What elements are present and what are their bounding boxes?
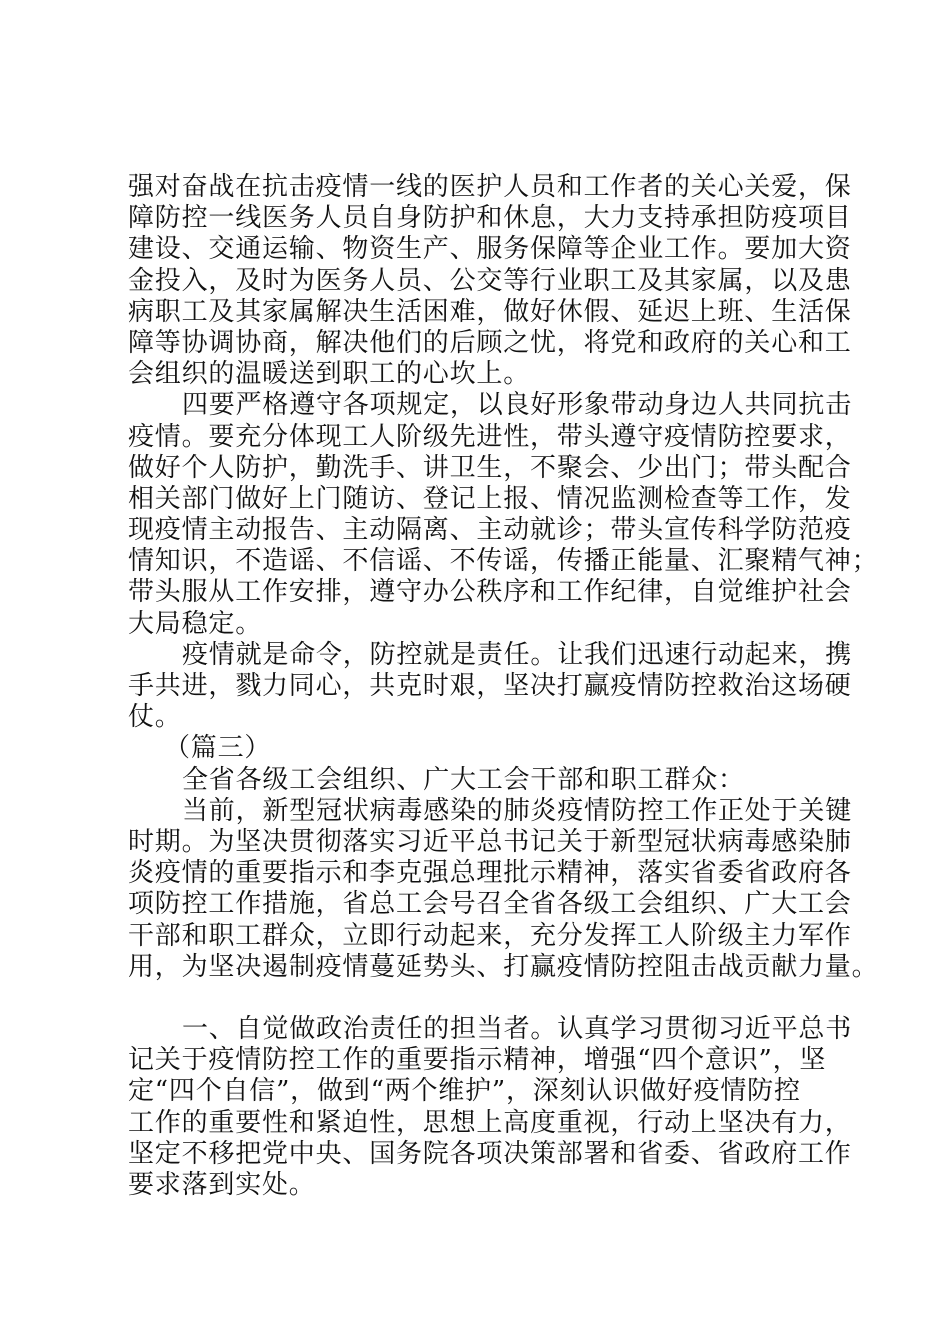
paragraph-start-line: 一、自觉做政治责任的担当者。认真学习贯彻习近平总书 [182, 1014, 853, 1045]
text-line: 会组织的温暖送到职工的心坎上。 [128, 359, 531, 390]
text-line: 建设、交通运输、物资生产、服务保障等企业工作。要加大资 [128, 234, 852, 265]
body-text [128, 172, 879, 1201]
text-line: 干部和职工群众，立即行动起来，充分发挥工人阶级主力军作 [128, 920, 852, 951]
text-line: 相关部门做好上门随访、登记上报、情况监测检查等工作，发 [128, 483, 852, 514]
paragraph-start-line: 疫情就是命令，防控就是责任。让我们迅速行动起来，携 [182, 639, 853, 670]
text-line: 要求落到实处。 [128, 1170, 316, 1200]
paragraph-start-line: 四要严格遵守各项规定，以良好形象带动身边人共同抗击 [182, 390, 853, 421]
text-line: 项防控工作措施，省总工会号召全省各级工会组织、广大工会 [128, 889, 852, 920]
text-line: 现疫情主动报告、主动隔离、主动就诊；带头宣传科学防范疫 [128, 515, 852, 546]
text-line: 仗。 [128, 702, 182, 733]
text-line: 定“四个自信”，做到“两个维护”，深刻认识做好疫情防控 [128, 1076, 801, 1107]
text-line: 强对奋战在抗击疫情一线的医护人员和工作者的关心关爱，保 [128, 172, 852, 202]
text-line: 大局稳定。 [128, 608, 263, 639]
text-line: 时期。为坚决贯彻落实习近平总书记关于新型冠状病毒感染肺 [128, 826, 852, 857]
text-line: 用，为坚决遏制疫情蔓延势头、打赢疫情防控阻击战贡献力量。 [128, 951, 879, 982]
salutation-line: 全省各级工会组织、广大工会干部和职工群众： [182, 764, 745, 795]
text-line: 坚定不移把党中央、国务院各项决策部署和省委、省政府工作 [128, 1138, 852, 1169]
text-line: 疫情。要充分体现工人阶级先进性，带头遵守疫情防控要求， [128, 421, 852, 452]
text-line: 手共进，戮力同心，共克时艰，坚决打赢疫情防控救治这场硬 [128, 671, 852, 701]
text-line: 金投入，及时为医务人员、公交等行业职工及其家属，以及患 [128, 265, 852, 296]
text-line: 记关于疫情防控工作的重要指示精神，增强“四个意识”，坚 [128, 1045, 827, 1076]
text-line: 炎疫情的重要指示和李克强总理批示精神，落实省委省政府各 [128, 858, 852, 889]
text-line: 病职工及其家属解决生活困难，做好休假、延迟上班、生活保 [128, 296, 852, 327]
text-line: 情知识，不造谣、不信谣、不传谣，传播正能量、汇聚精气神； [128, 546, 879, 577]
text-line: 带头服从工作安排，遵守办公秩序和工作纪律，自觉维护社会 [128, 577, 852, 608]
blank-line [128, 983, 833, 1014]
text-line: 工作的重要性和紧迫性，思想上高度重视，行动上坚决有力， [128, 1107, 852, 1138]
section-heading: （篇三） [164, 733, 272, 764]
text-line: 障等协调协商，解决他们的后顾之忧，将党和政府的关心和工 [128, 327, 852, 358]
text-line: 障防控一线医务人员自身防护和休息，大力支持承担防疫项目 [128, 203, 852, 234]
paragraph-start-line: 当前，新型冠状病毒感染的肺炎疫情防控工作正处于关键 [182, 795, 853, 826]
text-line: 做好个人防护，勤洗手、讲卫生，不聚会、少出门；带头配合 [128, 452, 852, 483]
